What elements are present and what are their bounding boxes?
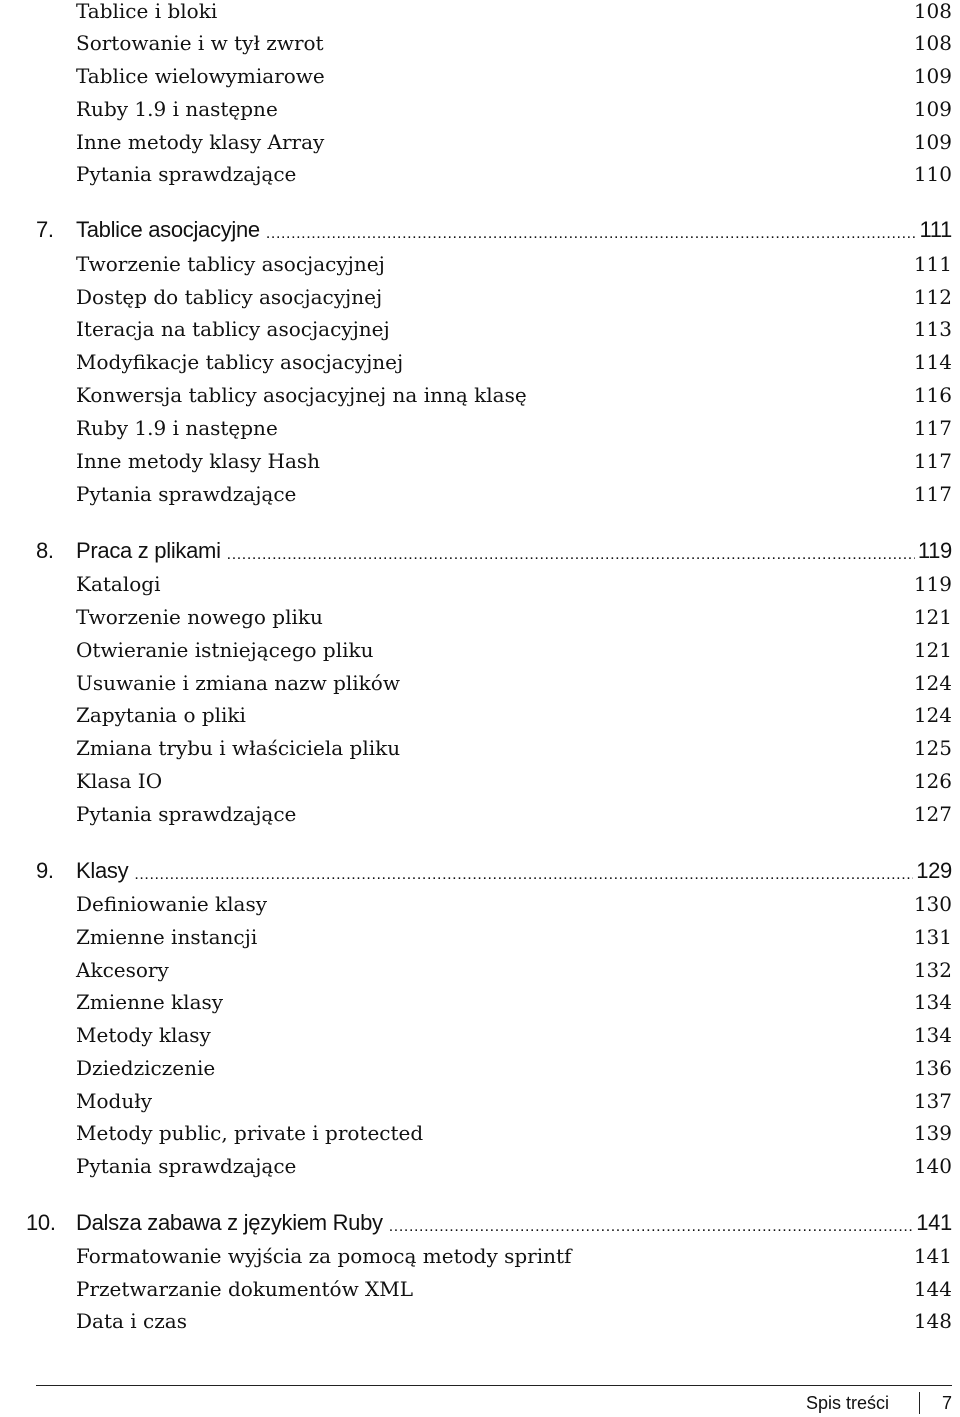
dot-leader: [134, 859, 913, 891]
toc-entry-label: Zmiana trybu i właściciela pliku: [76, 736, 401, 760]
chapter-title: Dalsza zabawa z językiem Ruby: [76, 1210, 383, 1235]
toc-entry[interactable]: [76, 1241, 952, 1271]
toc-entry[interactable]: [76, 446, 952, 476]
toc-entry-page: 137: [913, 1089, 952, 1113]
chapter-page: 129: [916, 858, 952, 883]
toc-entry[interactable]: [76, 1086, 952, 1116]
toc-chapter-10[interactable]: [26, 1207, 952, 1239]
toc-entry-label: Zapytania o pliki: [76, 703, 246, 727]
toc-entry-label: Przetwarzanie dokumentów XML: [76, 1277, 414, 1301]
toc-entry-page: 113: [913, 317, 952, 341]
toc-entry-page: 117: [913, 416, 952, 440]
toc-entry-label: Modyfikacje tablicy asocjacyjnej: [76, 350, 404, 374]
toc-entry[interactable]: [76, 413, 952, 443]
chapter-number: 8.: [36, 538, 54, 563]
toc-entry-page: 117: [913, 482, 952, 506]
toc-chapter-8[interactable]: [36, 535, 952, 567]
toc-entry[interactable]: [76, 61, 952, 91]
toc-entry[interactable]: [76, 282, 952, 312]
footer-section-title: Spis treści: [805, 1392, 889, 1413]
toc-entry-page: 124: [913, 671, 952, 695]
toc-entry[interactable]: [76, 314, 952, 344]
toc-entry-label: Tworzenie tablicy asocjacyjnej: [76, 252, 385, 276]
toc-entry-page: 109: [913, 97, 952, 121]
chapter-title: Tablice asocjacyjne: [76, 217, 260, 242]
toc-entry[interactable]: [76, 1053, 952, 1083]
toc-entry-label: Ruby 1.9 i następne: [76, 416, 278, 440]
toc-chapter-9[interactable]: [36, 855, 952, 887]
toc-entry[interactable]: [76, 94, 952, 124]
toc-entry[interactable]: [76, 347, 952, 377]
dot-leader: [389, 1211, 913, 1243]
toc-entry-page: 125: [913, 736, 952, 760]
toc-entry[interactable]: [76, 922, 952, 952]
toc-entry[interactable]: [76, 1118, 952, 1148]
toc-entry[interactable]: [76, 987, 952, 1017]
toc-entry[interactable]: [76, 635, 952, 665]
toc-entry-label: Definiowanie klasy: [76, 892, 268, 916]
chapter-page: 141: [916, 1210, 952, 1235]
page-footer: [806, 1390, 952, 1416]
toc-entry-page: 139: [913, 1121, 952, 1145]
toc-entry[interactable]: [76, 766, 952, 796]
toc-entry-label: Usuwanie i zmiana nazw plików: [76, 671, 400, 695]
toc-entry-label: Iteracja na tablicy asocjacyjnej: [76, 317, 390, 341]
toc-entry-page: 117: [913, 449, 952, 473]
toc-entry-label: Tablice i bloki: [76, 0, 218, 23]
chapter-page: 119: [917, 538, 952, 563]
toc-entry-label: Data i czas: [76, 1309, 187, 1333]
footer-page-number: 7: [941, 1392, 952, 1413]
toc-entry-label: Tworzenie nowego pliku: [76, 605, 323, 629]
toc-entry[interactable]: [76, 127, 952, 157]
toc-entry-page: 144: [913, 1277, 952, 1301]
toc-entry[interactable]: [76, 799, 952, 829]
toc-entry-page: 121: [913, 605, 952, 629]
toc-entry-label: Pytania sprawdzające: [76, 802, 297, 826]
toc-entry-page: 121: [913, 638, 952, 662]
toc-entry-label: Pytania sprawdzające: [76, 162, 297, 186]
toc-entry[interactable]: [76, 380, 952, 410]
toc-entry-page: 114: [913, 350, 952, 374]
toc-entry-label: Metody public, private i protected: [76, 1121, 424, 1145]
toc-entry[interactable]: [76, 668, 952, 698]
footer-separator: [919, 1392, 920, 1414]
toc-entry-label: Dziedziczenie: [76, 1056, 216, 1080]
toc-entry-label: Pytania sprawdzające: [76, 1154, 297, 1178]
dot-leader: [227, 539, 915, 571]
chapter-number: 10.: [26, 1210, 56, 1235]
toc-entry-page: 132: [913, 958, 952, 982]
toc-entry-page: 112: [913, 285, 952, 309]
toc-entry[interactable]: [76, 159, 952, 189]
toc-entry-page: 141: [913, 1244, 952, 1268]
toc-entry[interactable]: [76, 479, 952, 509]
toc-entry-page: 109: [913, 130, 952, 154]
toc-entry-page: 124: [913, 703, 952, 727]
chapter-number: 7.: [36, 217, 54, 242]
toc-entry-page: 127: [913, 802, 952, 826]
toc-entry-page: 131: [913, 925, 952, 949]
toc-entry[interactable]: [76, 733, 952, 763]
toc-entry-page: 109: [913, 64, 952, 88]
toc-entry[interactable]: [76, 700, 952, 730]
toc-entry-page: 116: [913, 383, 952, 407]
toc-entry-label: Dostęp do tablicy asocjacyjnej: [76, 285, 383, 309]
toc-entry-label: Klasa IO: [76, 769, 163, 793]
toc-entry-page: 140: [913, 1154, 952, 1178]
toc-entry-label: Inne metody klasy Hash: [76, 449, 321, 473]
toc-entry[interactable]: [76, 0, 952, 26]
toc-entry-page: 119: [913, 572, 952, 596]
toc-entry-label: Zmienne instancji: [76, 925, 258, 949]
footer-rule: [36, 1385, 952, 1386]
toc-entry-page: 110: [913, 162, 952, 186]
toc-chapter-7[interactable]: [36, 214, 952, 246]
toc-entry-label: Pytania sprawdzające: [76, 482, 297, 506]
toc-entry-label: Ruby 1.9 i następne: [76, 97, 278, 121]
toc-entry[interactable]: [76, 28, 952, 58]
toc-entry[interactable]: [76, 1274, 952, 1304]
toc-entry-label: Zmienne klasy: [76, 990, 224, 1014]
toc-entry[interactable]: [76, 1151, 952, 1181]
toc-entry-page: 134: [913, 1023, 952, 1047]
toc-entry[interactable]: [76, 955, 952, 985]
toc-entry-page: 126: [913, 769, 952, 793]
toc-entry-page: 111: [913, 252, 952, 276]
dot-leader: [266, 218, 917, 250]
chapter-title: Klasy: [76, 858, 129, 883]
toc-entry-label: Metody klasy: [76, 1023, 211, 1047]
toc-entry-label: Formatowanie wyjścia za pomocą metody sprintf: [76, 1244, 572, 1268]
toc-entry-page: 136: [913, 1056, 952, 1080]
toc-entry[interactable]: [76, 889, 952, 919]
toc-entry-label: Sortowanie i w tył zwrot: [76, 31, 324, 55]
toc-entry[interactable]: [76, 569, 952, 599]
toc-entry[interactable]: [76, 602, 952, 632]
toc-entry-page: 148: [913, 1309, 952, 1333]
toc-entry[interactable]: [76, 249, 952, 279]
toc-entry[interactable]: [76, 1020, 952, 1050]
toc-entry-page: 134: [913, 990, 952, 1014]
toc-entry-label: Katalogi: [76, 572, 161, 596]
toc-entry-page: 108: [913, 31, 952, 55]
toc-entry-page: 108: [913, 0, 952, 23]
toc-entry-label: Inne metody klasy Array: [76, 130, 325, 154]
toc-entry[interactable]: [76, 1306, 952, 1336]
toc-entry-label: Konwersja tablicy asocjacyjnej na inną klasę: [76, 383, 527, 407]
chapter-page: 111: [919, 217, 952, 242]
chapter-title: Praca z plikami: [76, 538, 221, 563]
toc-entry-page: 130: [913, 892, 952, 916]
toc-entry-label: Otwieranie istniejącego pliku: [76, 638, 374, 662]
toc-entry-label: Moduły: [76, 1089, 152, 1113]
toc-entry-label: Akcesory: [76, 958, 169, 982]
toc-entry-label: Tablice wielowymiarowe: [76, 64, 325, 88]
chapter-number: 9.: [36, 858, 54, 883]
